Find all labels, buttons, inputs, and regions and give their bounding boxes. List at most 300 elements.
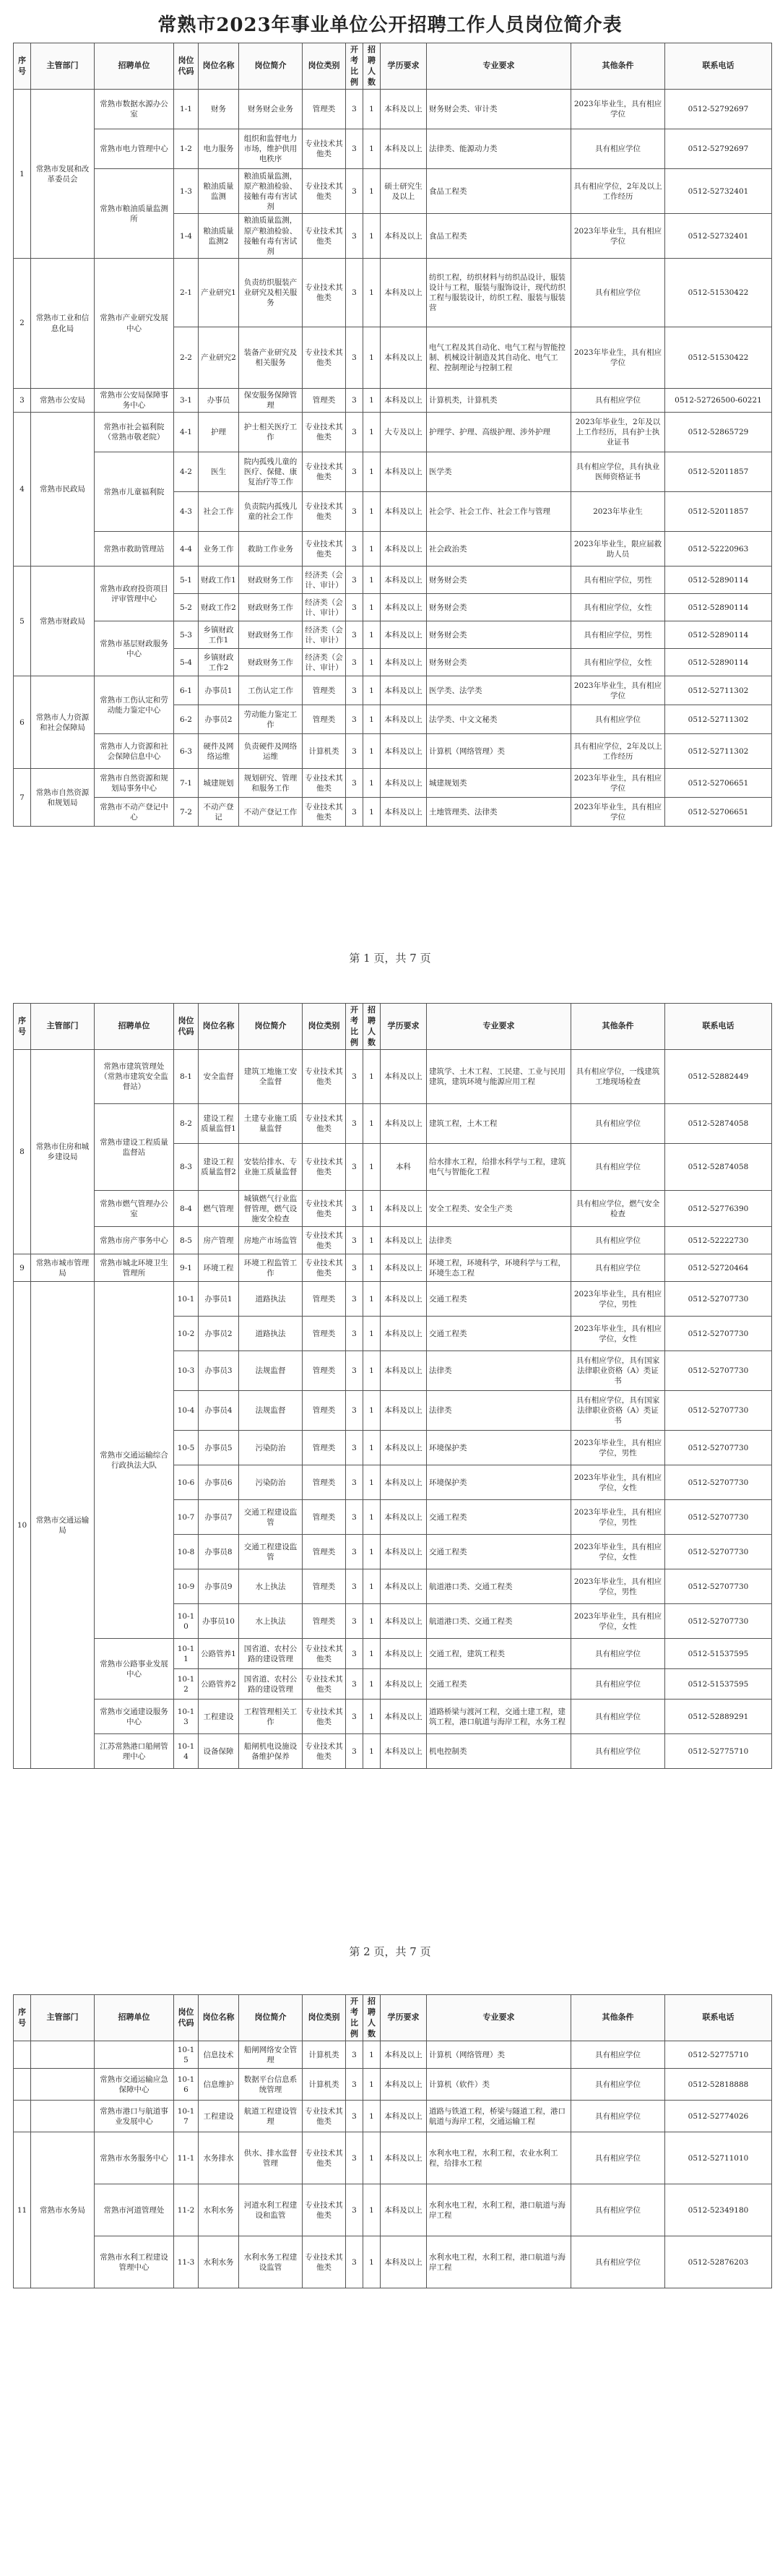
- column-header: 岗位名称: [199, 43, 239, 90]
- table-cell: 交通工程建设监管: [239, 1535, 303, 1569]
- table-cell: 管理类: [303, 1500, 346, 1535]
- table-cell: 3: [346, 214, 363, 259]
- table-cell: 3: [346, 129, 363, 169]
- column-header: 岗位类别: [303, 1004, 346, 1050]
- table-cell: 常熟市住房和城乡建设局: [31, 1050, 95, 1254]
- table-cell: 具有相应学位: [571, 1254, 665, 1282]
- table-row: [14, 1700, 772, 1734]
- table-cell: 1: [363, 2132, 381, 2184]
- table-cell: 具有相应学位: [571, 2069, 665, 2101]
- table-cell: 11-2: [174, 2184, 199, 2236]
- table-cell: 2023年毕业生，具有相应学位，男性: [571, 1282, 665, 1317]
- table-cell: 建设工程质量监督2: [199, 1144, 239, 1191]
- table-cell: 3: [346, 1254, 363, 1282]
- table-cell: 1: [363, 1569, 381, 1604]
- table-cell: 管理类: [303, 705, 346, 734]
- table-cell: 1: [363, 1191, 381, 1227]
- table-cell: 0512-52890114: [665, 567, 772, 594]
- table-cell: 办事员1: [199, 676, 239, 705]
- table-cell: 1: [363, 259, 381, 327]
- table-cell: 10-7: [174, 1500, 199, 1535]
- table-cell: 经济类（会计、审计）: [303, 567, 346, 594]
- table-cell: 1: [363, 1282, 381, 1317]
- table-cell: 常熟市工业和信息化局: [31, 259, 95, 389]
- table-cell: 本科及以上: [381, 621, 427, 649]
- table-cell: 本科及以上: [381, 129, 427, 169]
- table-cell: 管理类: [303, 1351, 346, 1391]
- table-cell: 土建专业施工质量监督: [239, 1104, 303, 1144]
- table-cell: 0512-52732401: [665, 214, 772, 259]
- table-cell: 公路管养1: [199, 1639, 239, 1669]
- table-cell: 给水排水工程，给排水科学与工程，建筑电气与智能化工程: [427, 1144, 571, 1191]
- table-cell: 食品工程类: [427, 169, 571, 214]
- table-cell: 5-2: [174, 594, 199, 621]
- table-cell: 具有相应学位: [571, 129, 665, 169]
- table-row: [14, 2184, 772, 2236]
- table-cell: 机电控制类: [427, 1734, 571, 1769]
- column-header: 序号: [14, 1004, 31, 1050]
- column-header: 联系电话: [665, 43, 772, 90]
- table-cell: 具有相应学位，女性: [571, 649, 665, 676]
- table-cell: 水利水务: [199, 2236, 239, 2288]
- table-cell: 1: [363, 2236, 381, 2288]
- table-cell: 具有相应学位，2年及以上工作经历: [571, 734, 665, 769]
- table-row: [14, 621, 772, 649]
- table-cell: 2: [14, 259, 31, 389]
- table-cell: 工程建设: [199, 2101, 239, 2132]
- column-header: 学历要求: [381, 1995, 427, 2041]
- table-cell: 本科及以上: [381, 594, 427, 621]
- table-cell: 常熟市民政局: [31, 413, 95, 567]
- page-3: [0, 1994, 780, 2288]
- table-cell: 法律类: [427, 1351, 571, 1391]
- table-cell: 2023年毕业生，具有相应学位: [571, 676, 665, 705]
- table-cell: 土地管理类、法律类: [427, 798, 571, 827]
- table-cell: 1: [363, 1604, 381, 1639]
- column-header: 专业要求: [427, 43, 571, 90]
- table-cell: 0512-51537595: [665, 1669, 772, 1700]
- table-cell: 3: [346, 1465, 363, 1500]
- table-cell: 道路执法: [239, 1317, 303, 1351]
- table-cell: 8-4: [174, 1191, 199, 1227]
- table-cell: 1: [363, 1535, 381, 1569]
- table-row: [14, 769, 772, 798]
- table-cell: 0512-52011857: [665, 452, 772, 492]
- table-cell: 具有相应学位: [571, 2184, 665, 2236]
- table-cell: 具有相应学位: [571, 1144, 665, 1191]
- table-cell: 专业技术其他类: [303, 1191, 346, 1227]
- table-cell: 1: [363, 327, 381, 389]
- table-cell: 计算机类: [303, 734, 346, 769]
- table-cell: 本科及以上: [381, 1104, 427, 1144]
- table-cell: 本科及以上: [381, 1431, 427, 1465]
- table-cell: 3: [346, 1569, 363, 1604]
- table-cell: 办事员2: [199, 1317, 239, 1351]
- table-cell: 计算机（网络管理）类: [427, 2041, 571, 2069]
- table-cell: 规划研究、管理和服务工作: [239, 769, 303, 798]
- table-cell: 1: [363, 734, 381, 769]
- table-cell: 6: [14, 676, 31, 769]
- table-cell: 0512-52707730: [665, 1500, 772, 1535]
- table-cell: 燃气管理: [199, 1191, 239, 1227]
- table-cell: 食品工程类: [427, 214, 571, 259]
- table-cell: 11: [14, 2132, 31, 2288]
- table-cell: 本科及以上: [381, 1227, 427, 1254]
- table-cell: 2023年毕业生，具有相应学位: [571, 798, 665, 827]
- column-header: 岗位代码: [174, 1995, 199, 2041]
- column-header: 主管部门: [31, 1004, 95, 1050]
- table-row: [14, 1734, 772, 1769]
- table-cell: 办事员7: [199, 1500, 239, 1535]
- table-cell: 0512-52349180: [665, 2184, 772, 2236]
- column-header: 序号: [14, 1995, 31, 2041]
- table-cell: 专业技术其他类: [303, 2101, 346, 2132]
- table-cell: 医学类: [427, 452, 571, 492]
- table-cell: 常熟市儿童福利院: [95, 452, 174, 532]
- table-cell: 6-1: [174, 676, 199, 705]
- table-cell: 具有相应学位: [571, 2236, 665, 2288]
- table-cell: 办事员8: [199, 1535, 239, 1569]
- table-cell: 财政财务工作: [239, 649, 303, 676]
- column-header: 序号: [14, 43, 31, 90]
- table-cell: 工程建设: [199, 1700, 239, 1734]
- table-cell: 1-2: [174, 129, 199, 169]
- table-cell: 3: [346, 798, 363, 827]
- table-cell: 10-9: [174, 1569, 199, 1604]
- table-cell: 粮油质量监测，原产粮油检验、接触有毒有害试剂: [239, 214, 303, 259]
- table-cell: 10-6: [174, 1465, 199, 1500]
- table-cell: [31, 2069, 95, 2101]
- table-cell: 设备保障: [199, 1734, 239, 1769]
- table-cell: 常熟市人力资源和社会保障局: [31, 676, 95, 769]
- table-cell: 专业技术其他类: [303, 413, 346, 452]
- table-cell: 数据平台信息系统管理: [239, 2069, 303, 2101]
- table-cell: 纺织工程，纺织材料与纺织品设计，服装设计与工程，服装与服饰设计，现代纺织工程与服装设计，纺织工程、服装与服装营: [427, 259, 571, 327]
- table-cell: 4-2: [174, 452, 199, 492]
- table-cell: 0512-52792697: [665, 90, 772, 129]
- table-cell: 交通工程类: [427, 1500, 571, 1535]
- table-cell: 建筑工程，土木工程: [427, 1104, 571, 1144]
- table-cell: 3: [346, 1317, 363, 1351]
- table-cell: 交通工程类: [427, 1317, 571, 1351]
- table-cell: 计算机（软件）类: [427, 2069, 571, 2101]
- table-cell: 本科及以上: [381, 1191, 427, 1227]
- column-header: 岗位名称: [199, 1995, 239, 2041]
- table-cell: 1: [363, 1254, 381, 1282]
- table-cell: 专业技术其他类: [303, 532, 346, 567]
- table-cell: 3: [346, 492, 363, 532]
- table-cell: 财务财会类: [427, 594, 571, 621]
- table-cell: 航道港口类、交通工程类: [427, 1569, 571, 1604]
- table-cell: 2-1: [174, 259, 199, 327]
- column-header: 开考比例: [346, 43, 363, 90]
- table-cell: 专业技术其他类: [303, 1104, 346, 1144]
- column-header: 招聘单位: [95, 1995, 174, 2041]
- table-cell: 交通工程，建筑工程类: [427, 1639, 571, 1669]
- table-cell: 工程管理相关工作: [239, 1700, 303, 1734]
- table-cell: 11-1: [174, 2132, 199, 2184]
- table-cell: 3: [346, 90, 363, 129]
- table-cell: 常熟市发展和改革委员会: [31, 90, 95, 259]
- table-cell: 经济类（会计、审计）: [303, 621, 346, 649]
- page-1-label: 第 1 页，共 7 页: [349, 952, 431, 965]
- table-cell: 10-3: [174, 1351, 199, 1391]
- table-cell: 5-4: [174, 649, 199, 676]
- table-cell: 常熟市不动产登记中心: [95, 798, 174, 827]
- table-cell: 常熟市自然资源和规划局: [31, 769, 95, 827]
- table-cell: 10-16: [174, 2069, 199, 2101]
- table-cell: 3: [346, 1104, 363, 1144]
- table-cell: 1: [363, 567, 381, 594]
- table-cell: 装备产业研究及相关服务: [239, 327, 303, 389]
- table-cell: 产业研究2: [199, 327, 239, 389]
- table-cell: 常熟市建设工程质量监督站: [95, 1104, 174, 1191]
- table-cell: 航道工程建设管理: [239, 2101, 303, 2132]
- table-cell: 10-11: [174, 1639, 199, 1669]
- table-cell: 4-3: [174, 492, 199, 532]
- table-cell: 常熟市财政局: [31, 567, 95, 676]
- table-cell: 常熟市交通运输局: [31, 1282, 95, 1769]
- table-cell: 5-1: [174, 567, 199, 594]
- column-header: 主管部门: [31, 43, 95, 90]
- table-cell: 常熟市交通运输综合行政执法大队: [95, 1282, 174, 1639]
- table-cell: 0512-52222730: [665, 1227, 772, 1254]
- table-cell: 财务财会业务: [239, 90, 303, 129]
- table-cell: 1: [363, 1391, 381, 1431]
- table-cell: 1: [363, 532, 381, 567]
- table-cell: 法律类: [427, 1227, 571, 1254]
- table-cell: 管理类: [303, 389, 346, 413]
- table-cell: 专业技术其他类: [303, 452, 346, 492]
- table-cell: 0512-52707730: [665, 1391, 772, 1431]
- table-cell: 具有相应学位，男性: [571, 621, 665, 649]
- table-cell: 2023年毕业生，限应届救助人员: [571, 532, 665, 567]
- table-cell: 0512-52707730: [665, 1465, 772, 1500]
- table-cell: 常熟市基层财政服务中心: [95, 621, 174, 676]
- table-cell: 2023年毕业生，2年及以上工作经历，具有护士执业证书: [571, 413, 665, 452]
- document-title: 常熟市2023年事业单位公开招聘工作人员岗位简介表: [157, 14, 623, 36]
- table-cell: 本科及以上: [381, 2132, 427, 2184]
- table-cell: 3: [346, 1191, 363, 1227]
- table-row: [14, 798, 772, 827]
- table-cell: 专业技术其他类: [303, 1144, 346, 1191]
- table-cell: 本科及以上: [381, 769, 427, 798]
- table-cell: 常熟市城市管理局: [31, 1254, 95, 1282]
- table-cell: 专业技术其他类: [303, 1669, 346, 1700]
- table-cell: 环境工程: [199, 1254, 239, 1282]
- table-row: [14, 1639, 772, 1669]
- table-cell: 具有相应学位: [571, 1734, 665, 1769]
- table-cell: 城建规划类: [427, 769, 571, 798]
- job-table-page-2: [13, 1003, 772, 1769]
- table-cell: 护士相关医疗工作: [239, 413, 303, 452]
- table-cell: 10-2: [174, 1317, 199, 1351]
- table-cell: 9: [14, 1254, 31, 1282]
- table-cell: 本科及以上: [381, 1050, 427, 1104]
- table-cell: 产业研究1: [199, 259, 239, 327]
- table-cell: 办事员4: [199, 1391, 239, 1431]
- table-cell: 具有相应学位，具有执业医师资格证书: [571, 452, 665, 492]
- table-cell: 1: [14, 90, 31, 259]
- table-cell: 常熟市交通运输应急保障中心: [95, 2069, 174, 2101]
- table-cell: 常熟市救助管理站: [95, 532, 174, 567]
- table-cell: 财务: [199, 90, 239, 129]
- table-cell: 0512-52711302: [665, 734, 772, 769]
- table-cell: 本科及以上: [381, 1669, 427, 1700]
- table-cell: 本科及以上: [381, 2069, 427, 2101]
- table-row: [14, 2069, 772, 2101]
- table-cell: 办事员3: [199, 1351, 239, 1391]
- table-cell: 10-17: [174, 2101, 199, 2132]
- table-cell: 医学类、法学类: [427, 676, 571, 705]
- table-cell: 国省道、农村公路的建设管理: [239, 1669, 303, 1700]
- table-cell: [14, 2041, 31, 2069]
- table-cell: 管理类: [303, 1431, 346, 1465]
- table-cell: 江苏常熟港口船闸管理中心: [95, 1734, 174, 1769]
- table-cell: 城建规划: [199, 769, 239, 798]
- table-cell: 城镇燃气行业监督管理，燃气设施安全检查: [239, 1191, 303, 1227]
- table-cell: 0512-52775710: [665, 2041, 772, 2069]
- table-cell: 1: [363, 1669, 381, 1700]
- table-cell: 具有相应学位: [571, 1639, 665, 1669]
- table-cell: 3: [346, 1604, 363, 1639]
- table-cell: 常熟市交通建设服务中心: [95, 1700, 174, 1734]
- table-cell: 劳动能力鉴定工作: [239, 705, 303, 734]
- table-cell: 3: [346, 769, 363, 798]
- table-cell: 常熟市社会福利院（常熟市敬老院）: [95, 413, 174, 452]
- table-cell: 7-2: [174, 798, 199, 827]
- table-cell: 11-3: [174, 2236, 199, 2288]
- table-cell: 1: [363, 452, 381, 492]
- table-cell: 常熟市公安局: [31, 389, 95, 413]
- table-cell: 0512-52890114: [665, 594, 772, 621]
- table-cell: 1: [363, 413, 381, 452]
- table-cell: 本科及以上: [381, 2236, 427, 2288]
- table-cell: 3: [346, 413, 363, 452]
- table-cell: 2023年毕业生，具有相应学位，女性: [571, 1317, 665, 1351]
- table-cell: 4-1: [174, 413, 199, 452]
- table-cell: 4: [14, 413, 31, 567]
- table-cell: 0512-52792697: [665, 129, 772, 169]
- table-cell: 专业技术其他类: [303, 1734, 346, 1769]
- table-cell: 0512-52707730: [665, 1569, 772, 1604]
- table-cell: 本科及以上: [381, 327, 427, 389]
- column-header: 岗位类别: [303, 43, 346, 90]
- table-cell: 常熟市水务服务中心: [95, 2132, 174, 2184]
- table-cell: 3: [346, 1227, 363, 1254]
- table-cell: 1: [363, 1431, 381, 1465]
- table-cell: 常熟市自然资源和规划局事务中心: [95, 769, 174, 798]
- table-cell: 常熟市政府投资项目评审管理中心: [95, 567, 174, 621]
- table-cell: 本科及以上: [381, 214, 427, 259]
- table-cell: 乡镇财政工作1: [199, 621, 239, 649]
- table-cell: 10-14: [174, 1734, 199, 1769]
- table-cell: 7-1: [174, 769, 199, 798]
- table-cell: 社会政治类: [427, 532, 571, 567]
- table-cell: 粮油质量监测，原产粮油检验、接触有毒有害试剂: [239, 169, 303, 214]
- table-cell: 本科及以上: [381, 1500, 427, 1535]
- table-cell: 专业技术其他类: [303, 169, 346, 214]
- table-cell: 财政财务工作: [239, 594, 303, 621]
- table-cell: 0512-52726500-60221: [665, 389, 772, 413]
- table-cell: 0512-52720464: [665, 1254, 772, 1282]
- column-header: 岗位名称: [199, 1004, 239, 1050]
- table-cell: 1: [363, 1351, 381, 1391]
- table-cell: 0512-52890114: [665, 649, 772, 676]
- table-cell: 1: [363, 129, 381, 169]
- table-cell: 业务工作: [199, 532, 239, 567]
- table-cell: 电力服务: [199, 129, 239, 169]
- table-row: [14, 2132, 772, 2184]
- table-cell: 具有相应学位，具有国家法律职业资格（A）类证书: [571, 1391, 665, 1431]
- table-cell: 本科及以上: [381, 1569, 427, 1604]
- column-header: 开考比例: [346, 1995, 363, 2041]
- column-header: 专业要求: [427, 1995, 571, 2041]
- table-cell: 信息技术: [199, 2041, 239, 2069]
- table-cell: 0512-52706651: [665, 769, 772, 798]
- table-cell: 救助工作业务: [239, 532, 303, 567]
- page-2-label: 第 2 页，共 7 页: [349, 1945, 431, 1958]
- table-cell: 法律类: [427, 1391, 571, 1431]
- table-cell: 1-3: [174, 169, 199, 214]
- table-cell: 3: [346, 1144, 363, 1191]
- table-cell: 2023年毕业生，具有相应学位，男性: [571, 1569, 665, 1604]
- table-cell: 财政财务工作: [239, 621, 303, 649]
- table-cell: 道路执法: [239, 1282, 303, 1317]
- table-cell: 院内孤残儿童的医疗、保健、康复治疗等工作: [239, 452, 303, 492]
- column-header: 联系电话: [665, 1995, 772, 2041]
- table-cell: 交通工程建设监管: [239, 1500, 303, 1535]
- table-cell: 本科及以上: [381, 734, 427, 769]
- job-table-page-1: [13, 43, 772, 827]
- table-row: [14, 1191, 772, 1227]
- table-cell: 本科及以上: [381, 798, 427, 827]
- table-cell: 3: [346, 621, 363, 649]
- table-cell: 0512-51530422: [665, 327, 772, 389]
- table-cell: 6-3: [174, 734, 199, 769]
- table-cell: 0512-52707730: [665, 1317, 772, 1351]
- table-cell: 3: [346, 649, 363, 676]
- table-cell: 1: [363, 1317, 381, 1351]
- column-header: 学历要求: [381, 43, 427, 90]
- table-cell: 财政工作1: [199, 567, 239, 594]
- table-cell: 5-3: [174, 621, 199, 649]
- table-cell: 常熟市产业研究发展中心: [95, 259, 174, 389]
- table-cell: 本科及以上: [381, 2184, 427, 2236]
- table-cell: 1: [363, 169, 381, 214]
- table-cell: 3: [346, 452, 363, 492]
- table-cell: 10-13: [174, 1700, 199, 1734]
- table-cell: 1: [363, 676, 381, 705]
- table-cell: 具有相应学位: [571, 1104, 665, 1144]
- table-cell: 专业技术其他类: [303, 327, 346, 389]
- column-header: 岗位简介: [239, 43, 303, 90]
- table-cell: 1: [363, 705, 381, 734]
- table-cell: 3: [346, 1700, 363, 1734]
- table-cell: 2023年毕业生，具有相应学位，男性: [571, 1500, 665, 1535]
- table-cell: 常熟市城北环境卫生管理所: [95, 1254, 174, 1282]
- table-cell: 本科及以上: [381, 1282, 427, 1317]
- table-cell: 具有相应学位: [571, 389, 665, 413]
- table-cell: 专业技术其他类: [303, 1227, 346, 1254]
- table-cell: 3: [346, 327, 363, 389]
- table-cell: 3: [346, 1535, 363, 1569]
- table-cell: 水利水务工程建设监管: [239, 2236, 303, 2288]
- table-cell: 交通工程类: [427, 1282, 571, 1317]
- table-cell: 0512-52732401: [665, 169, 772, 214]
- table-cell: 安装给排水、专业施工质量监督: [239, 1144, 303, 1191]
- table-cell: 3: [346, 734, 363, 769]
